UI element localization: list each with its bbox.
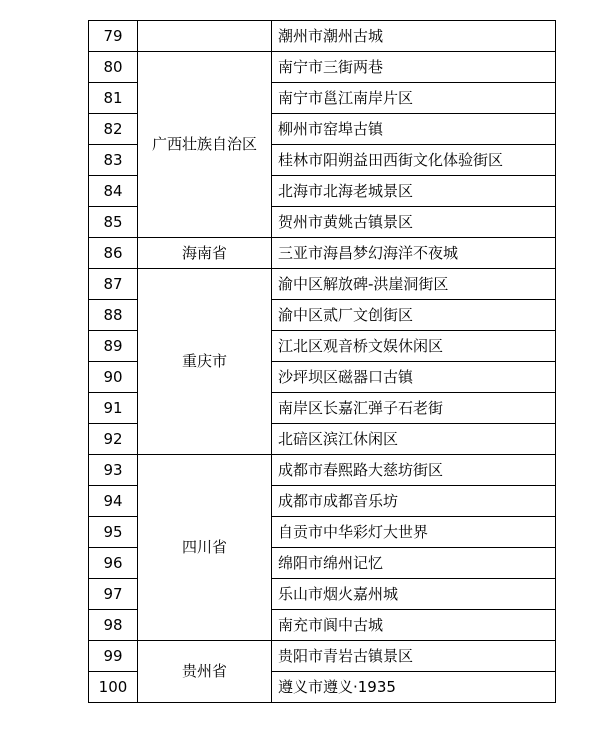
table-row [89,641,556,672]
province-cell: 广西壮族自治区 [138,52,272,238]
row-number: 92 [89,424,138,455]
table-row [89,238,556,269]
table-row [89,21,556,52]
district-name: 渝中区贰厂文创街区 [272,300,556,331]
province-cell: 海南省 [138,238,272,269]
row-number: 100 [89,672,138,703]
row-number: 96 [89,548,138,579]
row-number: 82 [89,114,138,145]
row-number: 79 [89,21,138,52]
district-name: 三亚市海昌梦幻海洋不夜城 [272,238,556,269]
district-name: 遵义市遵义·1935 [272,672,556,703]
district-name: 南宁市三街两巷 [272,52,556,83]
district-name: 南充市阆中古城 [272,610,556,641]
district-list-table [88,20,556,703]
district-name: 北海市北海老城景区 [272,176,556,207]
row-number: 89 [89,331,138,362]
province-cell: 贵州省 [138,641,272,703]
row-number: 87 [89,269,138,300]
row-number: 85 [89,207,138,238]
row-number: 88 [89,300,138,331]
district-name: 渝中区解放碑-洪崖洞街区 [272,269,556,300]
row-number: 94 [89,486,138,517]
district-name: 南岸区长嘉汇弹子石老街 [272,393,556,424]
district-name: 柳州市窑埠古镇 [272,114,556,145]
district-name: 自贡市中华彩灯大世界 [272,517,556,548]
row-number: 81 [89,83,138,114]
row-number: 95 [89,517,138,548]
district-name: 贺州市黄姚古镇景区 [272,207,556,238]
district-name: 桂林市阳朔益田西街文化体验街区 [272,145,556,176]
district-name: 成都市成都音乐坊 [272,486,556,517]
district-name: 沙坪坝区磁器口古镇 [272,362,556,393]
row-number: 99 [89,641,138,672]
district-name: 潮州市潮州古城 [272,21,556,52]
row-number: 84 [89,176,138,207]
district-name: 北碚区滨江休闲区 [272,424,556,455]
row-number: 98 [89,610,138,641]
row-number: 90 [89,362,138,393]
district-name: 南宁市邕江南岸片区 [272,83,556,114]
province-cell: 四川省 [138,455,272,641]
row-number: 97 [89,579,138,610]
row-number: 86 [89,238,138,269]
district-name: 贵阳市青岩古镇景区 [272,641,556,672]
row-number: 80 [89,52,138,83]
district-name: 乐山市烟火嘉州城 [272,579,556,610]
table-row [89,52,556,83]
district-name: 成都市春熙路大慈坊街区 [272,455,556,486]
row-number: 93 [89,455,138,486]
table-row [89,269,556,300]
district-name: 江北区观音桥文娱休闲区 [272,331,556,362]
row-number: 83 [89,145,138,176]
table-row [89,455,556,486]
province-cell [138,21,272,52]
row-number: 91 [89,393,138,424]
province-cell: 重庆市 [138,269,272,455]
district-name: 绵阳市绵州记忆 [272,548,556,579]
table-body [89,21,556,703]
